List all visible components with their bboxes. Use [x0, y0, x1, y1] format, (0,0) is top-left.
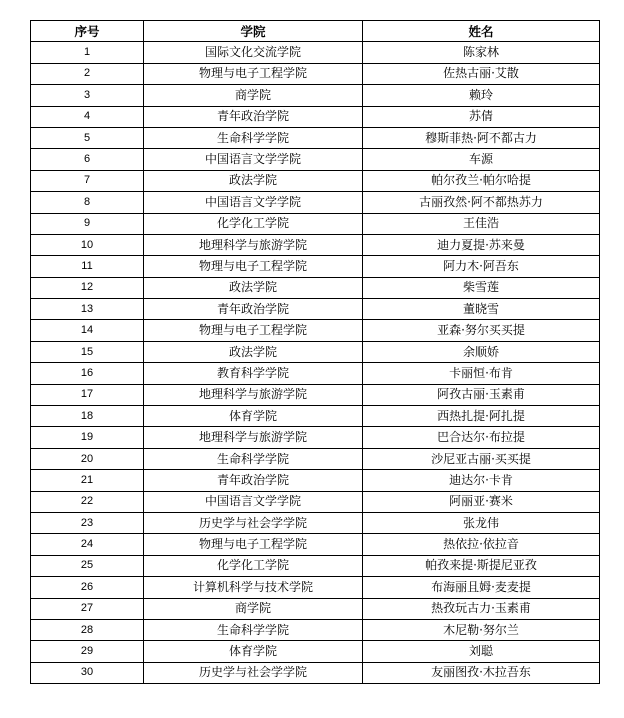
table-row	[31, 299, 600, 320]
serial-number-cell: 21	[31, 470, 144, 491]
serial-number-cell: 9	[31, 213, 144, 234]
table-row	[31, 85, 600, 106]
name-cell: 布海丽且姆·麦麦提	[363, 577, 600, 598]
table-row	[31, 598, 600, 619]
college-cell: 化学化工学院	[144, 555, 363, 576]
table-row	[31, 127, 600, 148]
college-cell: 体育学院	[144, 641, 363, 662]
college-cell: 体育学院	[144, 406, 363, 427]
roster-sheet	[30, 20, 600, 684]
name-cell: 王佳浩	[363, 213, 600, 234]
table-row	[31, 42, 600, 63]
serial-number-cell: 10	[31, 234, 144, 255]
serial-number-cell: 25	[31, 555, 144, 576]
college-cell: 商学院	[144, 598, 363, 619]
table-row	[31, 577, 600, 598]
college-cell: 生命科学学院	[144, 619, 363, 640]
college-cell: 中国语言文学学院	[144, 491, 363, 512]
name-cell: 热孜玩古力·玉素甫	[363, 598, 600, 619]
serial-number-cell: 15	[31, 341, 144, 362]
serial-number-cell: 2	[31, 63, 144, 84]
name-cell: 亚森·努尔买买提	[363, 320, 600, 341]
serial-number-cell: 22	[31, 491, 144, 512]
name-cell: 赖玲	[363, 85, 600, 106]
table-row	[31, 63, 600, 84]
table-row	[31, 234, 600, 255]
name-cell: 董晓雪	[363, 299, 600, 320]
table-row	[31, 619, 600, 640]
table-row	[31, 149, 600, 170]
college-cell: 地理科学与旅游学院	[144, 384, 363, 405]
table-row	[31, 427, 600, 448]
college-cell: 计算机科学与技术学院	[144, 577, 363, 598]
college-cell: 青年政治学院	[144, 299, 363, 320]
table-row	[31, 448, 600, 469]
serial-number-cell: 16	[31, 363, 144, 384]
table-row	[31, 170, 600, 191]
serial-number-cell: 24	[31, 534, 144, 555]
table-row	[31, 555, 600, 576]
college-cell: 历史学与社会学学院	[144, 512, 363, 533]
serial-number-cell: 4	[31, 106, 144, 127]
name-cell: 柴雪莲	[363, 277, 600, 298]
name-cell: 迪力夏提·苏来曼	[363, 234, 600, 255]
serial-number-cell: 29	[31, 641, 144, 662]
college-cell: 青年政治学院	[144, 470, 363, 491]
serial-number-cell: 8	[31, 192, 144, 213]
table-row	[31, 106, 600, 127]
header-row	[31, 21, 600, 42]
table-body	[31, 42, 600, 684]
serial-number-cell: 1	[31, 42, 144, 63]
college-cell: 政法学院	[144, 170, 363, 191]
college-cell: 物理与电子工程学院	[144, 256, 363, 277]
serial-number-cell: 11	[31, 256, 144, 277]
serial-number-cell: 14	[31, 320, 144, 341]
table-row	[31, 341, 600, 362]
serial-number-cell: 30	[31, 662, 144, 683]
college-cell: 政法学院	[144, 277, 363, 298]
table-row	[31, 384, 600, 405]
table-row	[31, 512, 600, 533]
header-name: 姓名	[363, 21, 600, 42]
serial-number-cell: 3	[31, 85, 144, 106]
serial-number-cell: 7	[31, 170, 144, 191]
table-row	[31, 470, 600, 491]
serial-number-cell: 27	[31, 598, 144, 619]
name-cell: 阿丽亚·赛米	[363, 491, 600, 512]
name-cell: 卡丽恒·布肯	[363, 363, 600, 384]
table-row	[31, 662, 600, 683]
table-row	[31, 213, 600, 234]
name-cell: 帕尔孜兰·帕尔哈提	[363, 170, 600, 191]
college-cell: 地理科学与旅游学院	[144, 427, 363, 448]
name-cell: 古丽孜然·阿不都热苏力	[363, 192, 600, 213]
name-cell: 木尼勒·努尔兰	[363, 619, 600, 640]
header-college: 学院	[144, 21, 363, 42]
name-cell: 苏倩	[363, 106, 600, 127]
college-cell: 化学化工学院	[144, 213, 363, 234]
college-cell: 青年政治学院	[144, 106, 363, 127]
college-cell: 政法学院	[144, 341, 363, 362]
table-row	[31, 641, 600, 662]
college-cell: 国际文化交流学院	[144, 42, 363, 63]
college-cell: 中国语言文学学院	[144, 192, 363, 213]
name-cell: 迪达尔·卡肯	[363, 470, 600, 491]
table-row	[31, 406, 600, 427]
name-cell: 余顺娇	[363, 341, 600, 362]
table-row	[31, 320, 600, 341]
name-cell: 阿力木·阿吾东	[363, 256, 600, 277]
college-cell: 生命科学学院	[144, 127, 363, 148]
college-cell: 物理与电子工程学院	[144, 534, 363, 555]
name-cell: 车源	[363, 149, 600, 170]
name-cell: 穆斯菲热·阿不都古力	[363, 127, 600, 148]
name-cell: 刘聪	[363, 641, 600, 662]
table-header	[31, 21, 600, 42]
serial-number-cell: 23	[31, 512, 144, 533]
name-cell: 帕孜来提·斯提尼亚孜	[363, 555, 600, 576]
table-row	[31, 534, 600, 555]
serial-number-cell: 20	[31, 448, 144, 469]
name-cell: 阿孜古丽·玉素甫	[363, 384, 600, 405]
college-cell: 商学院	[144, 85, 363, 106]
name-cell: 友丽图孜·木拉吾东	[363, 662, 600, 683]
name-cell: 沙尼亚古丽·买买提	[363, 448, 600, 469]
name-cell: 张龙伟	[363, 512, 600, 533]
serial-number-cell: 12	[31, 277, 144, 298]
header-serial-number: 序号	[31, 21, 144, 42]
name-cell: 陈家林	[363, 42, 600, 63]
college-cell: 物理与电子工程学院	[144, 63, 363, 84]
table-row	[31, 363, 600, 384]
serial-number-cell: 28	[31, 619, 144, 640]
serial-number-cell: 5	[31, 127, 144, 148]
name-cell: 佐热古丽·艾散	[363, 63, 600, 84]
serial-number-cell: 13	[31, 299, 144, 320]
serial-number-cell: 17	[31, 384, 144, 405]
college-cell: 物理与电子工程学院	[144, 320, 363, 341]
table-row	[31, 491, 600, 512]
name-cell: 热依拉·依拉音	[363, 534, 600, 555]
roster-table	[30, 20, 600, 684]
serial-number-cell: 19	[31, 427, 144, 448]
college-cell: 历史学与社会学学院	[144, 662, 363, 683]
college-cell: 生命科学学院	[144, 448, 363, 469]
college-cell: 中国语言文学学院	[144, 149, 363, 170]
college-cell: 地理科学与旅游学院	[144, 234, 363, 255]
name-cell: 巴合达尔·布拉提	[363, 427, 600, 448]
table-row	[31, 256, 600, 277]
table-row	[31, 192, 600, 213]
serial-number-cell: 26	[31, 577, 144, 598]
name-cell: 西热扎提·阿扎提	[363, 406, 600, 427]
college-cell: 教育科学学院	[144, 363, 363, 384]
serial-number-cell: 6	[31, 149, 144, 170]
table-row	[31, 277, 600, 298]
serial-number-cell: 18	[31, 406, 144, 427]
